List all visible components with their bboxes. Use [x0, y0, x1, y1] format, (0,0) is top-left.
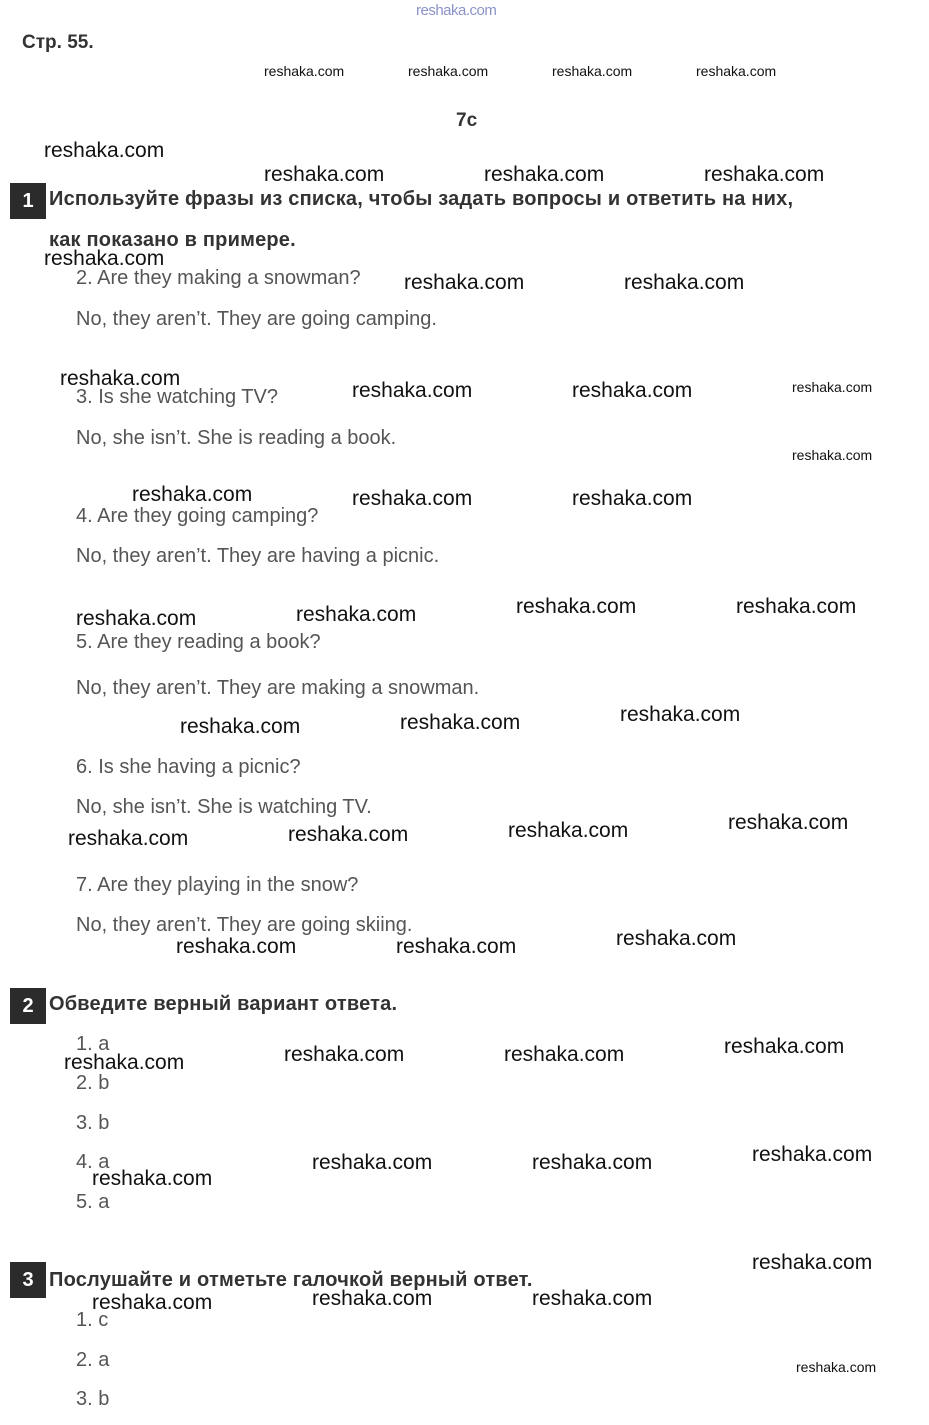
watermark: reshaka.com: [296, 603, 417, 626]
watermark: reshaka.com: [132, 483, 253, 506]
answer-line: No, she isn’t. She is reading a book.: [76, 427, 397, 449]
watermark: reshaka.com: [792, 379, 873, 395]
watermark: reshaka.com: [552, 63, 633, 79]
watermark: reshaka.com: [704, 163, 825, 186]
answer-item: 1. c: [76, 1309, 109, 1331]
answer-item: 2. b: [76, 1072, 110, 1094]
answer-item: 3. b: [76, 1112, 110, 1134]
watermark: reshaka.com: [532, 1287, 653, 1310]
watermark: reshaka.com: [352, 379, 473, 402]
watermark: reshaka.com: [736, 595, 857, 618]
answer-item: 1. a: [76, 1033, 110, 1055]
watermark: reshaka.com: [176, 935, 297, 958]
watermark: reshaka.com: [484, 163, 605, 186]
watermark: reshaka.com: [404, 271, 525, 294]
task2-title: Обведите верный вариант ответа.: [49, 993, 398, 1015]
watermark: reshaka.com: [408, 63, 489, 79]
watermark: reshaka.com: [724, 1035, 845, 1058]
watermark: reshaka.com: [624, 271, 745, 294]
watermark: reshaka.com: [312, 1287, 433, 1310]
watermark: reshaka.com: [616, 927, 737, 950]
question-line: 3. Is she watching TV?: [76, 386, 278, 408]
watermark: reshaka.com: [264, 163, 385, 186]
answer-line: No, she isn’t. She is watching TV.: [76, 796, 372, 818]
answer-line: No, they aren’t. They are going camping.: [76, 308, 437, 330]
watermark: reshaka.com: [752, 1143, 873, 1166]
task-number-badge: 1: [10, 183, 46, 219]
answer-item: 5. a: [76, 1191, 110, 1213]
watermark: reshaka.com: [264, 63, 345, 79]
watermark: reshaka.com: [92, 1167, 213, 1190]
watermark: reshaka.com: [44, 139, 165, 162]
site-link[interactable]: reshaka.com: [416, 2, 497, 19]
watermark: reshaka.com: [504, 1043, 625, 1066]
watermark: reshaka.com: [400, 711, 521, 734]
watermark: reshaka.com: [284, 1043, 405, 1066]
watermark: reshaka.com: [44, 247, 165, 270]
watermark: reshaka.com: [532, 1151, 653, 1174]
question-line: 4. Are they going camping?: [76, 505, 319, 527]
lesson-title: 7c: [456, 110, 478, 131]
watermark: reshaka.com: [752, 1251, 873, 1274]
watermark: reshaka.com: [792, 447, 873, 463]
task-number-badge: 3: [10, 1262, 46, 1298]
answer-item: 2. a: [76, 1349, 110, 1371]
watermark: reshaka.com: [76, 607, 197, 630]
answer-line: No, they aren’t. They are having a picnic.: [76, 545, 440, 567]
task1-title: Используйте фразы из списка, чтобы задать вопросы и ответить на них,: [49, 188, 794, 210]
question-line: 6. Is she having a picnic?: [76, 756, 301, 778]
watermark: reshaka.com: [64, 1051, 185, 1074]
watermark: reshaka.com: [396, 935, 517, 958]
watermark: reshaka.com: [288, 823, 409, 846]
answer-line: No, they aren’t. They are making a snowman.: [76, 677, 480, 699]
question-line: 2. Are they making a snowman?: [76, 267, 361, 289]
watermark: reshaka.com: [796, 1359, 877, 1375]
task1-title-cont: как показано в примере.: [49, 229, 296, 251]
answer-item: 3. b: [76, 1388, 110, 1410]
page-number: Стр. 55.: [22, 32, 94, 53]
answer-line: No, they aren’t. They are going skiing.: [76, 914, 413, 936]
watermark: reshaka.com: [92, 1291, 213, 1314]
watermark: reshaka.com: [620, 703, 741, 726]
watermark: reshaka.com: [352, 487, 473, 510]
question-line: 7. Are they playing in the snow?: [76, 874, 359, 896]
watermark: reshaka.com: [696, 63, 777, 79]
watermark: reshaka.com: [572, 487, 693, 510]
question-line: 5. Are they reading a book?: [76, 631, 321, 653]
watermark: reshaka.com: [60, 367, 181, 390]
watermark: reshaka.com: [516, 595, 637, 618]
watermark: reshaka.com: [68, 827, 189, 850]
watermark: reshaka.com: [728, 811, 849, 834]
watermark: reshaka.com: [508, 819, 629, 842]
watermark: reshaka.com: [312, 1151, 433, 1174]
task3-title: Послушайте и отметьте галочкой верный ответ.: [49, 1269, 533, 1291]
watermark: reshaka.com: [572, 379, 693, 402]
answer-item: 4. a: [76, 1151, 110, 1173]
task-number-badge: 2: [10, 988, 46, 1024]
watermark: reshaka.com: [180, 715, 301, 738]
